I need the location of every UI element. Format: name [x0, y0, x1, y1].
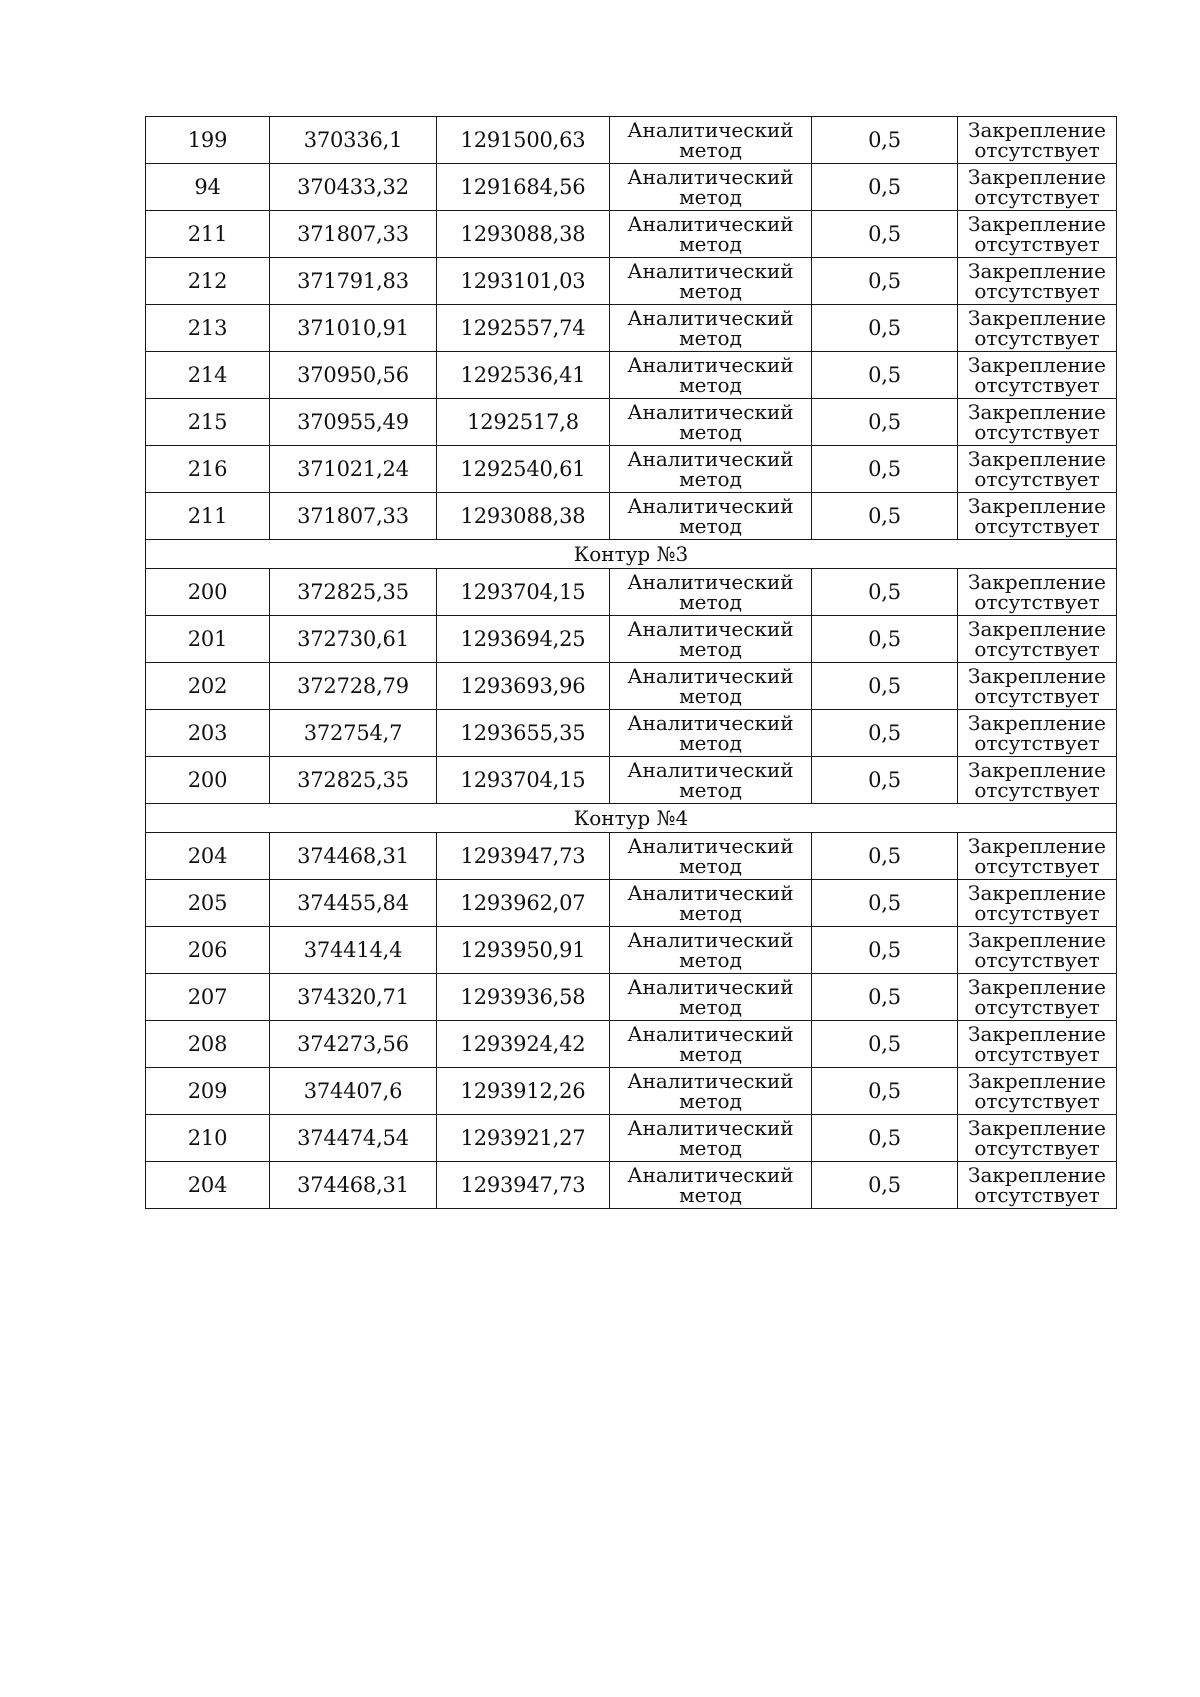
x-coordinate-cell: 371807,33 — [270, 493, 437, 540]
table-row — [146, 663, 1117, 710]
point-number-cell: 94 — [146, 164, 270, 211]
method-text-line-2: метод — [679, 1183, 742, 1207]
x-coordinate-cell: 371010,91 — [270, 305, 437, 352]
method-cell — [610, 211, 812, 258]
fixation-text-line-1: Закрепление — [968, 494, 1106, 518]
point-number-cell: 200 — [146, 757, 270, 804]
contour-header-row — [146, 540, 1117, 569]
method-text-line-2: метод — [679, 637, 742, 661]
method-text-line-2: метод — [679, 326, 742, 350]
table-row — [146, 1021, 1117, 1068]
fixation-text-line-1: Закрепление — [968, 118, 1106, 142]
x-coordinate-cell: 372825,35 — [270, 569, 437, 616]
y-coordinate-cell: 1292536,41 — [437, 352, 610, 399]
accuracy-cell: 0,5 — [812, 974, 958, 1021]
point-number-cell: 211 — [146, 211, 270, 258]
accuracy-cell: 0,5 — [812, 117, 958, 164]
y-coordinate-cell: 1293704,15 — [437, 757, 610, 804]
point-number-cell: 199 — [146, 117, 270, 164]
fixation-cell — [958, 1162, 1117, 1209]
point-number-cell: 205 — [146, 880, 270, 927]
table-row — [146, 1162, 1117, 1209]
point-number-cell: 206 — [146, 927, 270, 974]
fixation-text-line-1: Закрепление — [968, 928, 1106, 952]
method-text-line-2: метод — [679, 684, 742, 708]
method-text-line-1: Аналитический — [627, 400, 794, 424]
contour-title: Контур №3 — [146, 540, 1117, 569]
table-row — [146, 569, 1117, 616]
table-row — [146, 258, 1117, 305]
accuracy-cell: 0,5 — [812, 352, 958, 399]
y-coordinate-cell: 1293912,26 — [437, 1068, 610, 1115]
fixation-cell — [958, 1115, 1117, 1162]
y-coordinate-cell: 1292517,8 — [437, 399, 610, 446]
table-row — [146, 399, 1117, 446]
fixation-text-line-2: отсутствует — [974, 637, 1100, 661]
method-text-line-1: Аналитический — [627, 881, 794, 905]
x-coordinate-cell: 371021,24 — [270, 446, 437, 493]
method-text-line-1: Аналитический — [627, 165, 794, 189]
method-cell — [610, 117, 812, 164]
table-row — [146, 305, 1117, 352]
y-coordinate-cell: 1293924,42 — [437, 1021, 610, 1068]
point-number-cell: 212 — [146, 258, 270, 305]
method-cell — [610, 1115, 812, 1162]
fixation-text-line-1: Закрепление — [968, 259, 1106, 283]
fixation-cell — [958, 880, 1117, 927]
fixation-cell — [958, 833, 1117, 880]
fixation-text-line-1: Закрепление — [968, 664, 1106, 688]
fixation-text-line-2: отсутствует — [974, 778, 1100, 802]
method-cell — [610, 833, 812, 880]
fixation-cell — [958, 974, 1117, 1021]
fixation-text-line-2: отсутствует — [974, 326, 1100, 350]
point-number-cell: 201 — [146, 616, 270, 663]
method-cell — [610, 446, 812, 493]
y-coordinate-cell: 1293962,07 — [437, 880, 610, 927]
table-row — [146, 1115, 1117, 1162]
method-text-line-2: метод — [679, 778, 742, 802]
fixation-text-line-2: отсутствует — [974, 420, 1100, 444]
fixation-text-line-2: отсутствует — [974, 373, 1100, 397]
fixation-text-line-2: отсутствует — [974, 1042, 1100, 1066]
y-coordinate-cell: 1291684,56 — [437, 164, 610, 211]
method-text-line-2: метод — [679, 138, 742, 162]
x-coordinate-cell: 371807,33 — [270, 211, 437, 258]
table-row — [146, 757, 1117, 804]
accuracy-cell: 0,5 — [812, 1068, 958, 1115]
method-text-line-1: Аналитический — [627, 1069, 794, 1093]
y-coordinate-cell: 1293694,25 — [437, 616, 610, 663]
method-text-line-2: метод — [679, 948, 742, 972]
method-text-line-1: Аналитический — [627, 447, 794, 471]
method-text-line-2: метод — [679, 279, 742, 303]
fixation-text-line-2: отсутствует — [974, 1136, 1100, 1160]
method-cell — [610, 927, 812, 974]
method-text-line-1: Аналитический — [627, 1116, 794, 1140]
x-coordinate-cell: 374468,31 — [270, 1162, 437, 1209]
fixation-text-line-1: Закрепление — [968, 447, 1106, 471]
accuracy-cell: 0,5 — [812, 616, 958, 663]
fixation-cell — [958, 1068, 1117, 1115]
method-cell — [610, 880, 812, 927]
fixation-text-line-2: отсутствует — [974, 467, 1100, 491]
fixation-cell — [958, 493, 1117, 540]
x-coordinate-cell: 374474,54 — [270, 1115, 437, 1162]
accuracy-cell: 0,5 — [812, 399, 958, 446]
x-coordinate-cell: 370950,56 — [270, 352, 437, 399]
x-coordinate-cell: 374468,31 — [270, 833, 437, 880]
fixation-text-line-1: Закрепление — [968, 881, 1106, 905]
method-text-line-1: Аналитический — [627, 1022, 794, 1046]
method-cell — [610, 1162, 812, 1209]
method-text-line-1: Аналитический — [627, 570, 794, 594]
x-coordinate-cell: 370955,49 — [270, 399, 437, 446]
point-number-cell: 209 — [146, 1068, 270, 1115]
x-coordinate-cell: 370433,32 — [270, 164, 437, 211]
method-cell — [610, 399, 812, 446]
fixation-cell — [958, 757, 1117, 804]
point-number-cell: 204 — [146, 1162, 270, 1209]
x-coordinate-cell: 372730,61 — [270, 616, 437, 663]
fixation-text-line-1: Закрепление — [968, 353, 1106, 377]
fixation-text-line-1: Закрепление — [968, 617, 1106, 641]
method-cell — [610, 1068, 812, 1115]
y-coordinate-cell: 1293088,38 — [437, 493, 610, 540]
y-coordinate-cell: 1293947,73 — [437, 1162, 610, 1209]
method-text-line-2: метод — [679, 854, 742, 878]
x-coordinate-cell: 372754,7 — [270, 710, 437, 757]
method-text-line-1: Аналитический — [627, 306, 794, 330]
table-row — [146, 493, 1117, 540]
fixation-text-line-2: отсутствует — [974, 279, 1100, 303]
table-row — [146, 974, 1117, 1021]
fixation-text-line-1: Закрепление — [968, 400, 1106, 424]
method-text-line-1: Аналитический — [627, 1163, 794, 1187]
point-number-cell: 211 — [146, 493, 270, 540]
accuracy-cell: 0,5 — [812, 211, 958, 258]
fixation-cell — [958, 569, 1117, 616]
point-number-cell: 202 — [146, 663, 270, 710]
accuracy-cell: 0,5 — [812, 927, 958, 974]
method-text-line-1: Аналитический — [627, 353, 794, 377]
method-cell — [610, 757, 812, 804]
accuracy-cell: 0,5 — [812, 757, 958, 804]
table-row — [146, 833, 1117, 880]
table-row — [146, 880, 1117, 927]
table-row — [146, 211, 1117, 258]
fixation-text-line-2: отсутствует — [974, 901, 1100, 925]
accuracy-cell: 0,5 — [812, 258, 958, 305]
fixation-text-line-2: отсутствует — [974, 995, 1100, 1019]
method-text-line-1: Аналитический — [627, 711, 794, 735]
fixation-text-line-1: Закрепление — [968, 1022, 1106, 1046]
point-number-cell: 203 — [146, 710, 270, 757]
fixation-cell — [958, 164, 1117, 211]
y-coordinate-cell: 1293088,38 — [437, 211, 610, 258]
method-cell — [610, 710, 812, 757]
fixation-cell — [958, 117, 1117, 164]
method-text-line-2: метод — [679, 514, 742, 538]
fixation-cell — [958, 352, 1117, 399]
fixation-cell — [958, 211, 1117, 258]
method-text-line-2: метод — [679, 1042, 742, 1066]
y-coordinate-cell: 1291500,63 — [437, 117, 610, 164]
method-cell — [610, 569, 812, 616]
method-cell — [610, 974, 812, 1021]
accuracy-cell: 0,5 — [812, 663, 958, 710]
method-cell — [610, 352, 812, 399]
y-coordinate-cell: 1293947,73 — [437, 833, 610, 880]
fixation-text-line-2: отсутствует — [974, 854, 1100, 878]
x-coordinate-cell: 374407,6 — [270, 1068, 437, 1115]
fixation-text-line-2: отсутствует — [974, 684, 1100, 708]
method-text-line-2: метод — [679, 185, 742, 209]
accuracy-cell: 0,5 — [812, 710, 958, 757]
y-coordinate-cell: 1293704,15 — [437, 569, 610, 616]
fixation-text-line-2: отсутствует — [974, 514, 1100, 538]
fixation-text-line-2: отсутствует — [974, 1183, 1100, 1207]
table-row — [146, 352, 1117, 399]
fixation-text-line-2: отсутствует — [974, 185, 1100, 209]
y-coordinate-cell: 1292540,61 — [437, 446, 610, 493]
x-coordinate-cell: 370336,1 — [270, 117, 437, 164]
fixation-text-line-1: Закрепление — [968, 1116, 1106, 1140]
point-number-cell: 210 — [146, 1115, 270, 1162]
table-row — [146, 446, 1117, 493]
x-coordinate-cell: 374320,71 — [270, 974, 437, 1021]
method-text-line-2: метод — [679, 467, 742, 491]
contour-header-row — [146, 804, 1117, 833]
accuracy-cell: 0,5 — [812, 880, 958, 927]
method-text-line-2: метод — [679, 995, 742, 1019]
x-coordinate-cell: 372728,79 — [270, 663, 437, 710]
method-cell — [610, 258, 812, 305]
method-cell — [610, 164, 812, 211]
method-text-line-2: метод — [679, 1136, 742, 1160]
method-cell — [610, 663, 812, 710]
fixation-text-line-1: Закрепление — [968, 165, 1106, 189]
method-text-line-2: метод — [679, 420, 742, 444]
fixation-text-line-1: Закрепление — [968, 975, 1106, 999]
coordinates-table-body — [146, 117, 1117, 1209]
fixation-cell — [958, 258, 1117, 305]
accuracy-cell: 0,5 — [812, 493, 958, 540]
method-text-line-1: Аналитический — [627, 928, 794, 952]
accuracy-cell: 0,5 — [812, 446, 958, 493]
point-number-cell: 207 — [146, 974, 270, 1021]
fixation-cell — [958, 616, 1117, 663]
point-number-cell: 215 — [146, 399, 270, 446]
fixation-text-line-1: Закрепление — [968, 834, 1106, 858]
point-number-cell: 216 — [146, 446, 270, 493]
x-coordinate-cell: 371791,83 — [270, 258, 437, 305]
y-coordinate-cell: 1293655,35 — [437, 710, 610, 757]
fixation-text-line-2: отсутствует — [974, 590, 1100, 614]
fixation-text-line-2: отсутствует — [974, 948, 1100, 972]
method-cell — [610, 305, 812, 352]
fixation-text-line-2: отсутствует — [974, 138, 1100, 162]
point-number-cell: 200 — [146, 569, 270, 616]
fixation-text-line-1: Закрепление — [968, 711, 1106, 735]
method-text-line-2: метод — [679, 373, 742, 397]
method-text-line-1: Аналитический — [627, 494, 794, 518]
accuracy-cell: 0,5 — [812, 305, 958, 352]
fixation-cell — [958, 305, 1117, 352]
coordinates-table — [145, 116, 1117, 1209]
y-coordinate-cell: 1293950,91 — [437, 927, 610, 974]
fixation-cell — [958, 927, 1117, 974]
table-row — [146, 927, 1117, 974]
fixation-text-line-1: Закрепление — [968, 1069, 1106, 1093]
x-coordinate-cell: 374273,56 — [270, 1021, 437, 1068]
fixation-text-line-1: Закрепление — [968, 570, 1106, 594]
method-text-line-1: Аналитический — [627, 259, 794, 283]
method-cell — [610, 493, 812, 540]
table-row — [146, 164, 1117, 211]
accuracy-cell: 0,5 — [812, 164, 958, 211]
method-text-line-1: Аналитический — [627, 758, 794, 782]
method-text-line-2: метод — [679, 232, 742, 256]
x-coordinate-cell: 374414,4 — [270, 927, 437, 974]
fixation-cell — [958, 1021, 1117, 1068]
fixation-text-line-1: Закрепление — [968, 212, 1106, 236]
fixation-text-line-2: отсутствует — [974, 232, 1100, 256]
method-text-line-2: метод — [679, 901, 742, 925]
x-coordinate-cell: 372825,35 — [270, 757, 437, 804]
method-text-line-2: метод — [679, 731, 742, 755]
y-coordinate-cell: 1293921,27 — [437, 1115, 610, 1162]
table-row — [146, 616, 1117, 663]
accuracy-cell: 0,5 — [812, 1162, 958, 1209]
table-row — [146, 1068, 1117, 1115]
method-cell — [610, 616, 812, 663]
y-coordinate-cell: 1293101,03 — [437, 258, 610, 305]
y-coordinate-cell: 1293693,96 — [437, 663, 610, 710]
x-coordinate-cell: 374455,84 — [270, 880, 437, 927]
y-coordinate-cell: 1292557,74 — [437, 305, 610, 352]
method-text-line-1: Аналитический — [627, 975, 794, 999]
method-text-line-1: Аналитический — [627, 118, 794, 142]
method-text-line-1: Аналитический — [627, 617, 794, 641]
fixation-text-line-1: Закрепление — [968, 1163, 1106, 1187]
accuracy-cell: 0,5 — [812, 1115, 958, 1162]
point-number-cell: 208 — [146, 1021, 270, 1068]
fixation-cell — [958, 663, 1117, 710]
fixation-text-line-1: Закрепление — [968, 758, 1106, 782]
fixation-cell — [958, 446, 1117, 493]
method-text-line-2: метод — [679, 590, 742, 614]
point-number-cell: 214 — [146, 352, 270, 399]
table-row — [146, 117, 1117, 164]
method-text-line-1: Аналитический — [627, 834, 794, 858]
accuracy-cell: 0,5 — [812, 1021, 958, 1068]
fixation-text-line-2: отсутствует — [974, 731, 1100, 755]
fixation-text-line-1: Закрепление — [968, 306, 1106, 330]
contour-title: Контур №4 — [146, 804, 1117, 833]
point-number-cell: 204 — [146, 833, 270, 880]
method-cell — [610, 1021, 812, 1068]
fixation-cell — [958, 710, 1117, 757]
y-coordinate-cell: 1293936,58 — [437, 974, 610, 1021]
method-text-line-1: Аналитический — [627, 664, 794, 688]
method-text-line-1: Аналитический — [627, 212, 794, 236]
fixation-text-line-2: отсутствует — [974, 1089, 1100, 1113]
point-number-cell: 213 — [146, 305, 270, 352]
method-text-line-2: метод — [679, 1089, 742, 1113]
fixation-cell — [958, 399, 1117, 446]
table-row — [146, 710, 1117, 757]
accuracy-cell: 0,5 — [812, 569, 958, 616]
accuracy-cell: 0,5 — [812, 833, 958, 880]
